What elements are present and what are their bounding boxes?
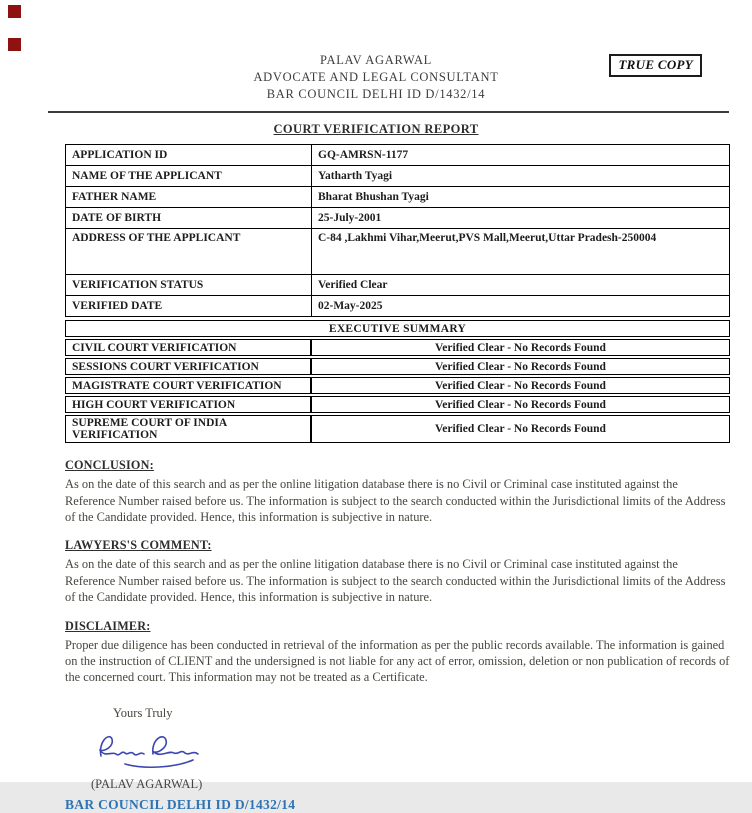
conclusion-heading: CONCLUSION: [65, 458, 154, 473]
header-divider [48, 111, 729, 113]
row-label: APPLICATION ID [66, 145, 312, 166]
closing-line: Yours Truly [113, 705, 173, 720]
executive-summary-table [65, 318, 730, 445]
table-row [65, 320, 730, 337]
row-value: GQ-AMRSN-1177 [312, 145, 730, 166]
row-value: Verified Clear [312, 275, 730, 296]
table-row [66, 208, 730, 229]
row-label: MAGISTRATE COURT VERIFICATION [65, 377, 311, 394]
row-label: FATHER NAME [66, 187, 312, 208]
table-row [66, 166, 730, 187]
letterhead-role: ADVOCATE AND LEGAL CONSULTANT [253, 69, 499, 84]
signatory-bar-id: BAR COUNCIL DELHI ID D/1432/14 [65, 796, 296, 812]
applicant-table [65, 144, 730, 317]
row-value: 02-May-2025 [312, 296, 730, 317]
table-row [65, 396, 730, 413]
row-value: Verified Clear - No Records Found [311, 339, 730, 356]
row-value: Verified Clear - No Records Found [311, 358, 730, 375]
signature [91, 725, 730, 775]
letterhead [0, 0, 752, 102]
row-value: Bharat Bhushan Tyagi [312, 187, 730, 208]
signatory-name: (PALAV AGARWAL) [91, 776, 203, 791]
executive-summary-heading: EXECUTIVE SUMMARY [65, 320, 730, 337]
disclaimer-heading: DISCLAIMER: [65, 618, 151, 633]
row-label: SESSIONS COURT VERIFICATION [65, 358, 311, 375]
table-row [66, 296, 730, 317]
conclusion-section [65, 458, 730, 525]
lawyers-comment-heading: LAWYERS'S COMMENT: [65, 538, 212, 553]
table-row [65, 415, 730, 443]
conclusion-body: As on the date of this search and as per the online litigation database there is no Civil or Criminal case instituted against the Reference Number raised before us. The information is subject to the search conducted within the Jurisdictional limits of the Address of the Candidate provided. Hence, this information is subjective in nature. [65, 477, 726, 524]
true-copy-stamp: TRUE COPY [609, 54, 702, 77]
row-label: NAME OF THE APPLICANT [66, 166, 312, 187]
table-row [65, 358, 730, 375]
row-value: Yatharth Tyagi [312, 166, 730, 187]
row-value: C-84 ,Lakhmi Vihar,Meerut,PVS Mall,Meerut,Uttar Pradesh-250004 [312, 229, 730, 275]
red-square-marker-1 [8, 5, 21, 18]
row-label: DATE OF BIRTH [66, 208, 312, 229]
table-row [65, 377, 730, 394]
disclaimer-body: Proper due diligence has been conducted in retrieval of the information as per the public records available. The information is gained on the instruction of CLIENT and the undersigned is not liable for any act of error, omission, deletion or non publication of records of the concerned court. This information may not be treated as a Certificate. [65, 637, 730, 685]
row-value: Verified Clear - No Records Found [311, 396, 730, 413]
report-body [65, 144, 730, 812]
letterhead-bar-id: BAR COUNCIL DELHI ID D/1432/14 [266, 86, 486, 101]
table-row [66, 229, 730, 275]
row-label: VERIFIED DATE [66, 296, 312, 317]
row-label: SUPREME COURT OF INDIA VERIFICATION [65, 415, 311, 443]
red-square-marker-2 [8, 38, 21, 51]
signature-ink [91, 725, 213, 775]
table-row [65, 339, 730, 356]
table-row [66, 187, 730, 208]
disclaimer-section [65, 619, 730, 686]
table-row [66, 145, 730, 166]
letterhead-name: PALAV AGARWAL [319, 53, 433, 67]
row-value: 25-July-2001 [312, 208, 730, 229]
row-value: Verified Clear - No Records Found [311, 415, 730, 443]
row-label: CIVIL COURT VERIFICATION [65, 339, 311, 356]
report-title: COURT VERIFICATION REPORT [273, 122, 479, 137]
table-row [66, 275, 730, 296]
row-value: Verified Clear - No Records Found [311, 377, 730, 394]
lawyers-comment-section [65, 538, 730, 605]
lawyers-comment-body: As on the date of this search and as per the online litigation database there is no Civil or Criminal case instituted against the Reference Number raised before us. The information is subject to the search conducted within the Jurisdictional limits of the Address of the Candidate provided. Hence, this information is subjective in nature. [65, 557, 726, 605]
row-label: VERIFICATION STATUS [66, 275, 312, 296]
row-label: ADDRESS OF THE APPLICANT [66, 229, 312, 275]
row-label: HIGH COURT VERIFICATION [65, 396, 311, 413]
